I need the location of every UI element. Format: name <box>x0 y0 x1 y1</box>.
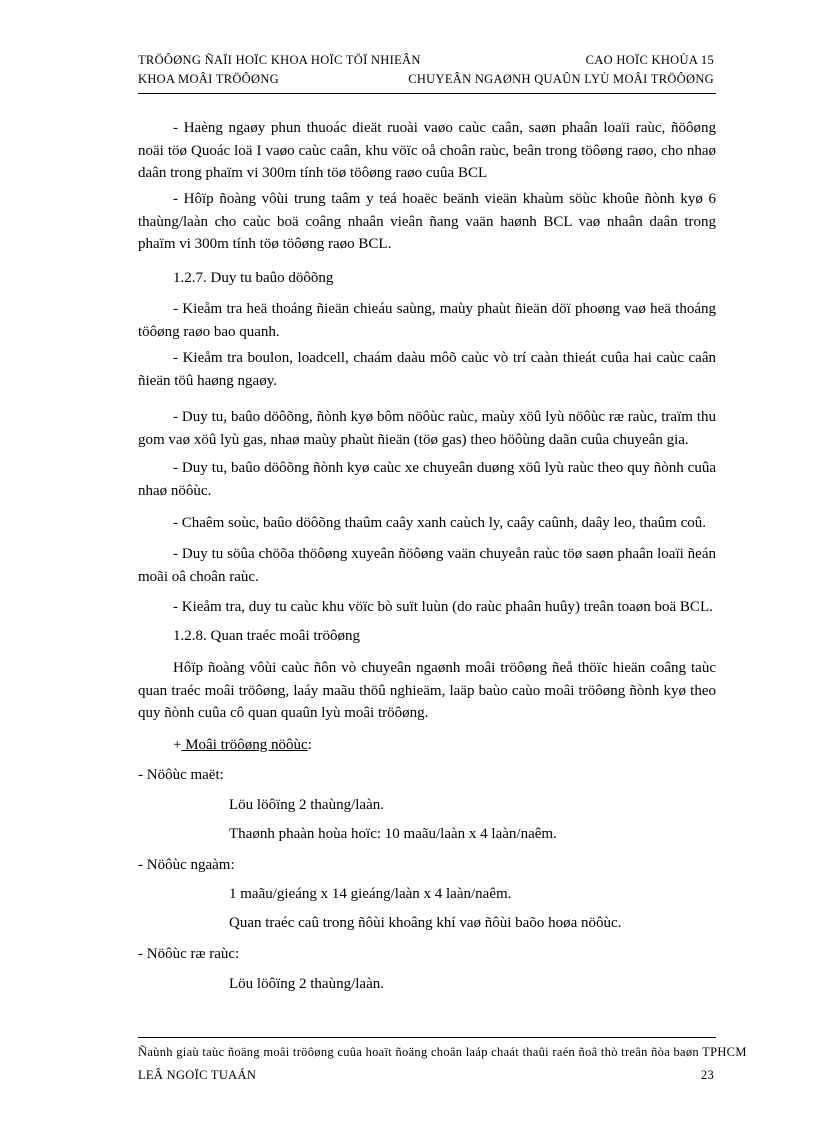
faculty-name: KHOA MOÂI TRÖÔØNG <box>138 72 279 86</box>
paragraph-subsidence-check: - Kieåm tra, duy tu caùc khu vöïc bò suït luùn (do raùc phaân huûy) treân toaøn boä BCL. <box>173 599 713 615</box>
ground-water-sampling: 1 maãu/gieáng x 14 gieáng/laàn x 4 laàn/naêm. <box>229 886 512 902</box>
subheading-water-environment: + Moâi tröôøng nöôùc: <box>173 737 312 753</box>
paragraph-health-check: - Hôïp ñoàng vôùi trung taâm y teá hoaëc beänh vieän khaùm söùc khoûe ñònh kyø 6 thaùng/laàn cho caùc boä coâng nhaân vieân ñang vaän haønh BCL vaø nhaân daân trong phaïm vi 300m tính töø töôøng raøo BCL. <box>138 191 716 252</box>
thesis-title: Ñaùnh giaù taùc ñoäng moâi tröôøng cuûa hoaït ñoäng choân laáp chaát thaûi raén ñoâ thò treân ñòa baøn TPHCM <box>138 1045 747 1059</box>
paragraph-lighting-check: - Kieåm tra heä thoáng ñieän chieáu saùng, maùy phaùt ñieän döï phoøng vaø heä thoáng töôøng raøo bao quanh. <box>138 301 716 340</box>
surface-water-composition: Thaønh phaàn hoùa hoïc: 10 maãu/laàn x 4 laàn/naêm. <box>229 826 557 842</box>
surface-water-flow: Löu löôïng 2 thaùng/laàn. <box>229 797 384 813</box>
paragraph-loadcell-check: - Kieåm tra boulon, loadcell, chaám daàu môõ caùc vò trí caàn thieát cuûa hai caùc caân ñieän töû haøng ngaøy. <box>138 350 716 389</box>
section-heading-monitoring: 1.2.8. Quan traéc moâi tröôøng <box>173 628 361 644</box>
major-name: CHUYEÂN NGAØNH QUAÛN LYÙ MOÂI TRÖÔØNG <box>408 72 714 86</box>
item-leachate: - Nöôùc ræ raùc: <box>138 946 240 962</box>
course-name: CAO HOÏC KHOÙA 15 <box>585 53 714 67</box>
header-divider <box>138 93 716 94</box>
author-name: LEÂ NGOÏC TUAÁN <box>138 1068 257 1082</box>
leachate-flow: Löu löôïng 2 thaùng/laàn. <box>229 976 384 992</box>
university-name: TRÖÔØNG ÑAÏI HOÏC KHOA HOÏC TÖÏ NHIEÂN <box>138 53 421 67</box>
section-heading-maintenance: 1.2.7. Duy tu baûo döôõng <box>173 270 334 286</box>
paragraph-monitoring-contract: Hôïp ñoàng vôùi caùc ñôn vò chuyeân ngaønh moâi tröôøng ñeå thöïc hieän coâng taùc quan traéc moâi tröôøng, laáy maãu thöû nghieäm, laäp baùo caùo moâi tröôøng ñònh kyø theo quy ñònh cuûa cô quan quaûn lyù moâi tröôøng. <box>138 660 716 721</box>
paragraph-vehicle-maintenance: - Duy tu, baûo döôõng ñònh kyø caùc xe chuyeân duøng xöû lyù raùc theo quy ñònh cuûa nhaø nöôùc. <box>138 460 716 499</box>
item-surface-water: - Nöôùc maët: <box>138 767 224 783</box>
footer-divider <box>138 1037 716 1038</box>
item-ground-water: - Nöôùc ngaàm: <box>138 857 235 873</box>
paragraph-fly-spraying: - Haèng ngaøy phun thuoác dieät ruoài vaøo caùc caân, saøn phaân loaïi raùc, ñöôøng noäi töø Quoác loä I vaøo caùc caân, khu vöïc oå choân raùc, beân trong töôøng raøo, cho nhaø daân trong phaïm vi 300m tính töø töôøng raøo cuûa BCL <box>138 120 716 181</box>
page-number: 23 <box>700 1068 714 1082</box>
paragraph-greenery-care: - Chaêm soùc, baûo döôõng thaûm caây xanh caùch ly, caây caûnh, daây leo, thaûm coû. <box>173 515 707 531</box>
paragraph-road-repair: - Duy tu söûa chöõa thöôøng xuyeân ñöôøng vaän chuyeån raùc töø saøn phaân loaïi ñeán moãi oâ choân raùc. <box>138 546 716 585</box>
ground-water-zones: Quan traéc caû trong ñôùi khoâng khí vaø ñôùi baõo hoøa nöôùc. <box>229 915 622 931</box>
paragraph-pump-maintenance: - Duy tu, baûo döôõng, ñònh kyø bôm nöôùc raùc, maùy xöû lyù nöôùc ræ raùc, traïm thu gom vaø xöû lyù gas, nhaø maùy phaùt ñieän (töø gas) theo höôùng daãn cuûa chuyeân gia. <box>138 409 716 448</box>
